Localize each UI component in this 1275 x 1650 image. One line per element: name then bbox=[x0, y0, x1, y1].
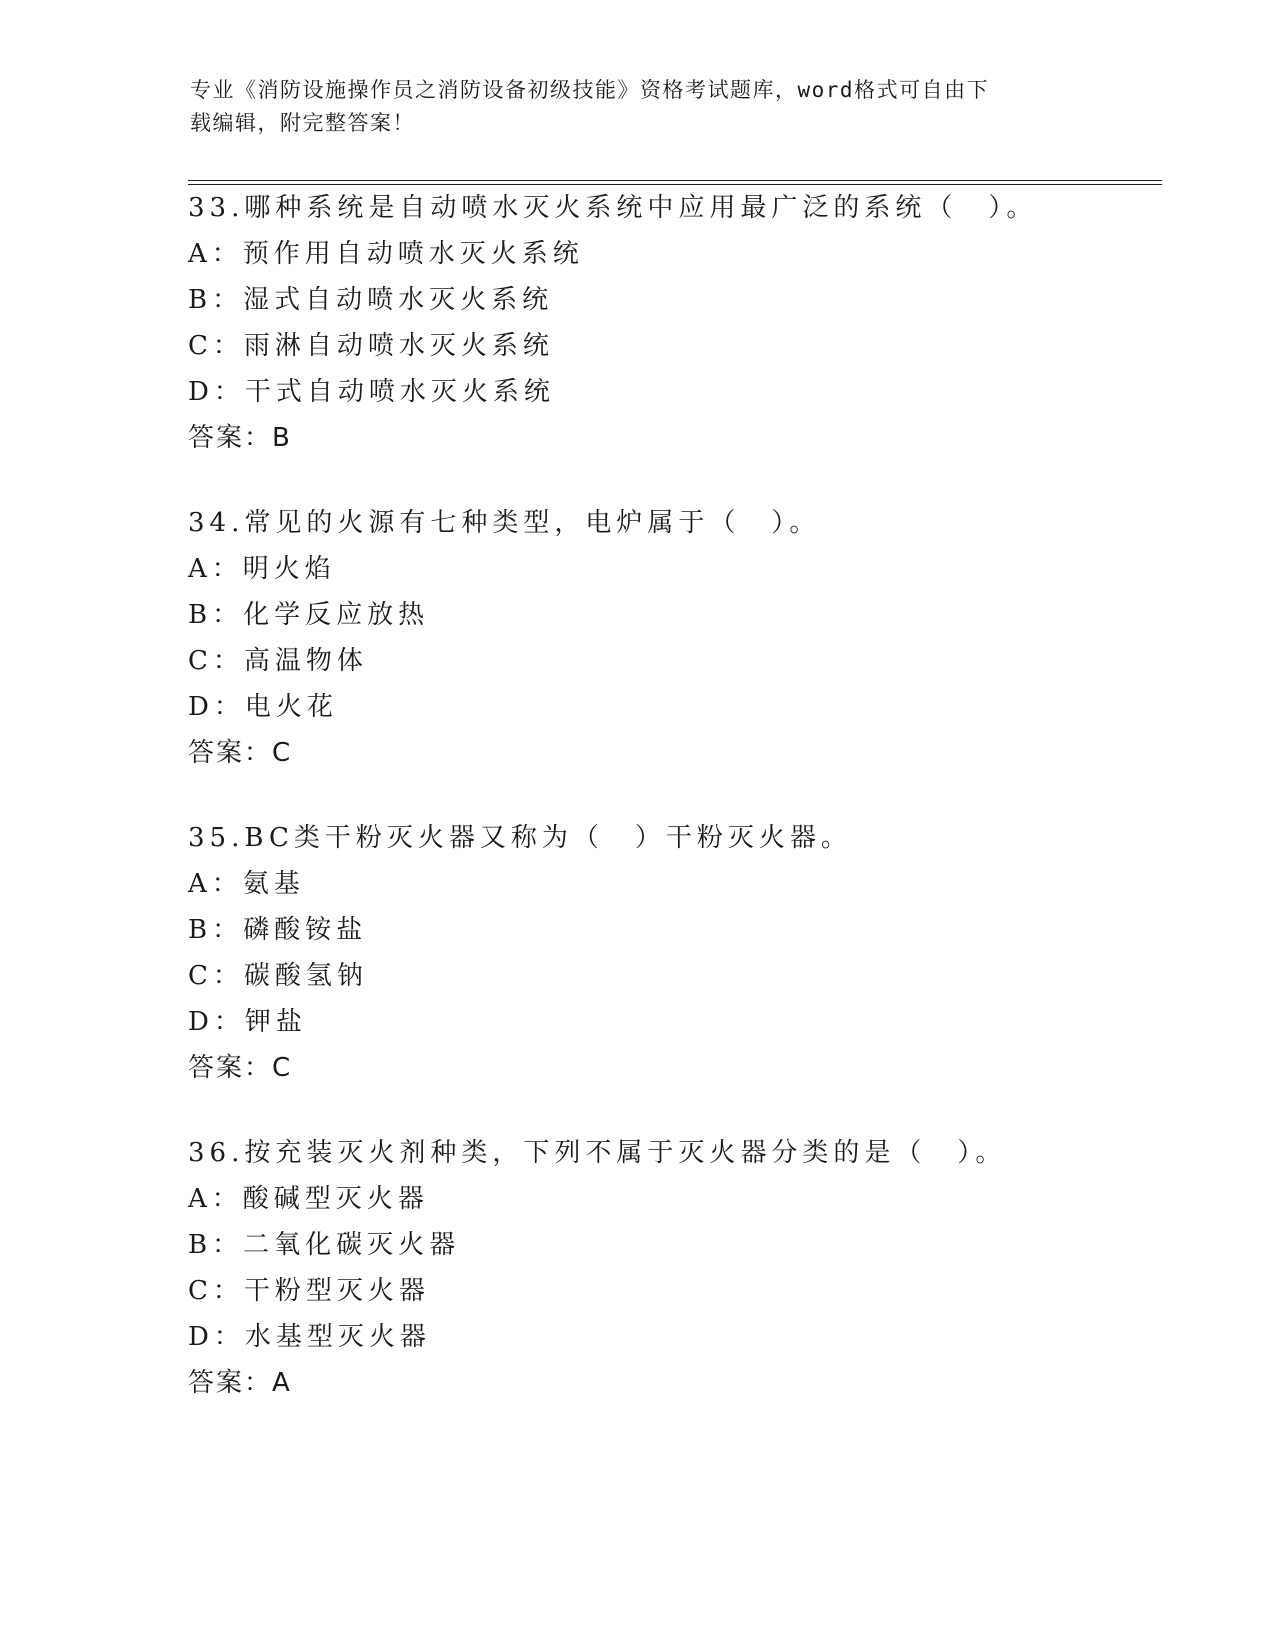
question-stem: 34.常见的火源有七种类型，电炉属于（ ）。 bbox=[188, 508, 821, 538]
question-stem: 35.BC类干粉灭火器又称为（ ）干粉灭火器。 bbox=[188, 823, 852, 853]
question-33 bbox=[188, 185, 1188, 461]
document-header bbox=[190, 74, 1090, 140]
header-line-2: 载编辑，附完整答案！ bbox=[190, 111, 415, 135]
option-a: A：预作用自动喷水灭火系统 bbox=[188, 239, 584, 269]
answer: 答案：B bbox=[188, 423, 292, 453]
answer: 答案：A bbox=[188, 1368, 292, 1398]
option-d: D：电火花 bbox=[188, 692, 338, 722]
question-34 bbox=[188, 500, 1188, 776]
option-c: C：干粉型灭火器 bbox=[188, 1276, 430, 1306]
option-b: B：化学反应放热 bbox=[188, 600, 430, 630]
option-d: D：水基型灭火器 bbox=[188, 1322, 431, 1352]
question-35 bbox=[188, 815, 1188, 1091]
answer: 答案：C bbox=[188, 738, 293, 768]
option-b: B：磷酸铵盐 bbox=[188, 915, 368, 945]
question-stem: 33.哪种系统是自动喷水灭火系统中应用最广泛的系统（ ）。 bbox=[188, 193, 1038, 223]
option-d: D：钾盐 bbox=[188, 1007, 307, 1037]
option-a: A：明火焰 bbox=[188, 554, 336, 584]
option-d: D：干式自动喷水灭火系统 bbox=[188, 377, 555, 407]
option-b: B：湿式自动喷水灭火系统 bbox=[188, 285, 554, 315]
option-b: B：二氧化碳灭火器 bbox=[188, 1230, 461, 1260]
question-36 bbox=[188, 1130, 1188, 1406]
option-a: A：酸碱型灭火器 bbox=[188, 1184, 429, 1214]
answer: 答案：C bbox=[188, 1053, 293, 1083]
option-c: C：高温物体 bbox=[188, 646, 368, 676]
header-divider-top bbox=[188, 180, 1162, 181]
option-c: C：雨淋自动喷水灭火系统 bbox=[188, 331, 554, 361]
header-line-1: 专业《消防设施操作员之消防设备初级技能》资格考试题库，word格式可自由下 bbox=[190, 78, 990, 102]
option-c: C：碳酸氢钠 bbox=[188, 961, 368, 991]
option-a: A：氨基 bbox=[188, 869, 305, 899]
question-stem: 36.按充装灭火剂种类，下列不属于灭火器分类的是（ ）。 bbox=[188, 1138, 1007, 1168]
